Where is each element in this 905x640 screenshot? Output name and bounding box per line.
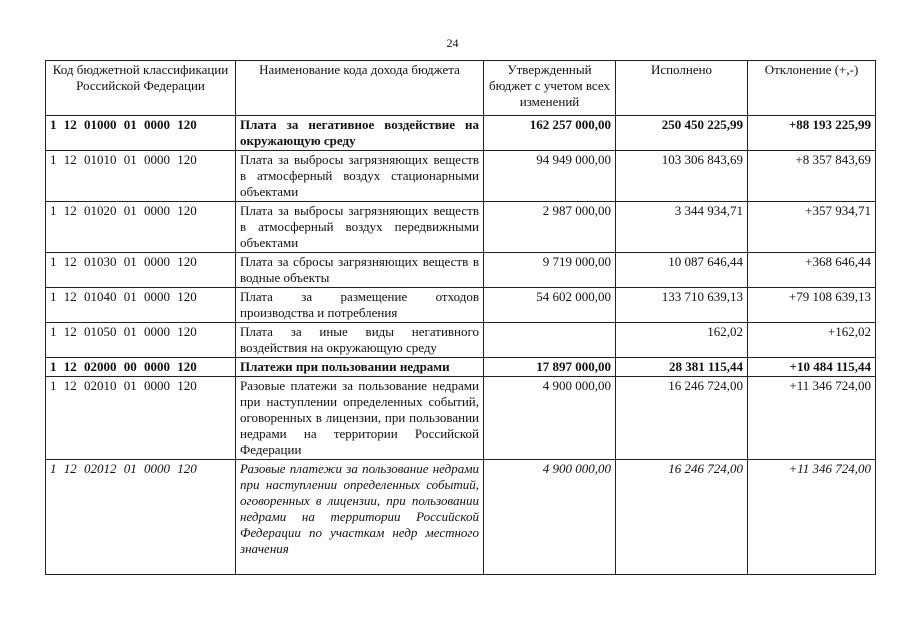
header-deviation: Отклонение (+,-) [748, 61, 876, 116]
table-header-row [46, 61, 876, 116]
row-name: Плата за сбросы загрязняющих веществ в водные объекты [236, 253, 484, 288]
header-code: Код бюджетной классификации Российской Федерации [46, 61, 236, 116]
row-executed: 250 450 225,99 [616, 116, 748, 151]
table-row [46, 288, 876, 323]
row-approved: 17 897 000,00 [484, 358, 616, 377]
row-approved: 4 900 000,00 [484, 377, 616, 460]
row-deviation: +8 357 843,69 [748, 151, 876, 202]
budget-revenue-table [45, 60, 876, 575]
row-name: Разовые платежи за пользование недрами при наступлении определенных событий, оговоренных в лицензии, при пользовании недрами на территории Российской Федерации по участкам недр местного значения [236, 460, 484, 575]
row-deviation: +368 646,44 [748, 253, 876, 288]
row-code: 1 12 01000 01 0000 120 [46, 116, 236, 151]
row-code: 1 12 02010 01 0000 120 [46, 377, 236, 460]
table-row [46, 202, 876, 253]
row-code: 1 12 02000 00 0000 120 [46, 358, 236, 377]
table-row [46, 151, 876, 202]
row-name: Плата за размещение отходов производства и потребления [236, 288, 484, 323]
table-row [46, 253, 876, 288]
row-name: Плата за выбросы загрязняющих веществ в атмосферный воздух передвижными объектами [236, 202, 484, 253]
row-deviation: +357 934,71 [748, 202, 876, 253]
row-approved: 2 987 000,00 [484, 202, 616, 253]
row-name: Плата за негативное воздействие на окружающую среду [236, 116, 484, 151]
header-executed: Исполнено [616, 61, 748, 116]
row-name: Плата за иные виды негативного воздействия на окружающую среду [236, 323, 484, 358]
table-row [46, 460, 876, 575]
table-row [46, 116, 876, 151]
row-code: 1 12 01040 01 0000 120 [46, 288, 236, 323]
row-executed: 16 246 724,00 [616, 460, 748, 575]
row-executed: 3 344 934,71 [616, 202, 748, 253]
table-row [46, 377, 876, 460]
row-deviation: +10 484 115,44 [748, 358, 876, 377]
page-number: 24 [446, 36, 459, 50]
row-approved [484, 323, 616, 358]
row-deviation: +79 108 639,13 [748, 288, 876, 323]
row-code: 1 12 01020 01 0000 120 [46, 202, 236, 253]
row-approved: 54 602 000,00 [484, 288, 616, 323]
row-executed: 133 710 639,13 [616, 288, 748, 323]
row-code: 1 12 01010 01 0000 120 [46, 151, 236, 202]
row-executed: 28 381 115,44 [616, 358, 748, 377]
header-name: Наименование кода дохода бюджета [236, 61, 484, 116]
table-row [46, 358, 876, 377]
row-code: 1 12 02012 01 0000 120 [46, 460, 236, 575]
row-approved: 9 719 000,00 [484, 253, 616, 288]
row-code: 1 12 01050 01 0000 120 [46, 323, 236, 358]
row-executed: 162,02 [616, 323, 748, 358]
row-deviation: +88 193 225,99 [748, 116, 876, 151]
row-executed: 10 087 646,44 [616, 253, 748, 288]
row-name: Плата за выбросы загрязняющих веществ в атмосферный воздух стационарными объектами [236, 151, 484, 202]
row-deviation: +162,02 [748, 323, 876, 358]
row-name: Разовые платежи за пользование недрами при наступлении определенных событий, оговоренных в лицензии, при пользовании недрами на территории Российской Федерации [236, 377, 484, 460]
row-approved: 94 949 000,00 [484, 151, 616, 202]
row-executed: 103 306 843,69 [616, 151, 748, 202]
row-name: Платежи при пользовании недрами [236, 358, 484, 377]
table-row [46, 323, 876, 358]
row-code: 1 12 01030 01 0000 120 [46, 253, 236, 288]
header-approved: Утвержденный бюджет с учетом всех изменений [484, 61, 616, 116]
row-deviation: +11 346 724,00 [748, 460, 876, 575]
row-executed: 16 246 724,00 [616, 377, 748, 460]
row-approved: 162 257 000,00 [484, 116, 616, 151]
row-deviation: +11 346 724,00 [748, 377, 876, 460]
row-approved: 4 900 000,00 [484, 460, 616, 575]
